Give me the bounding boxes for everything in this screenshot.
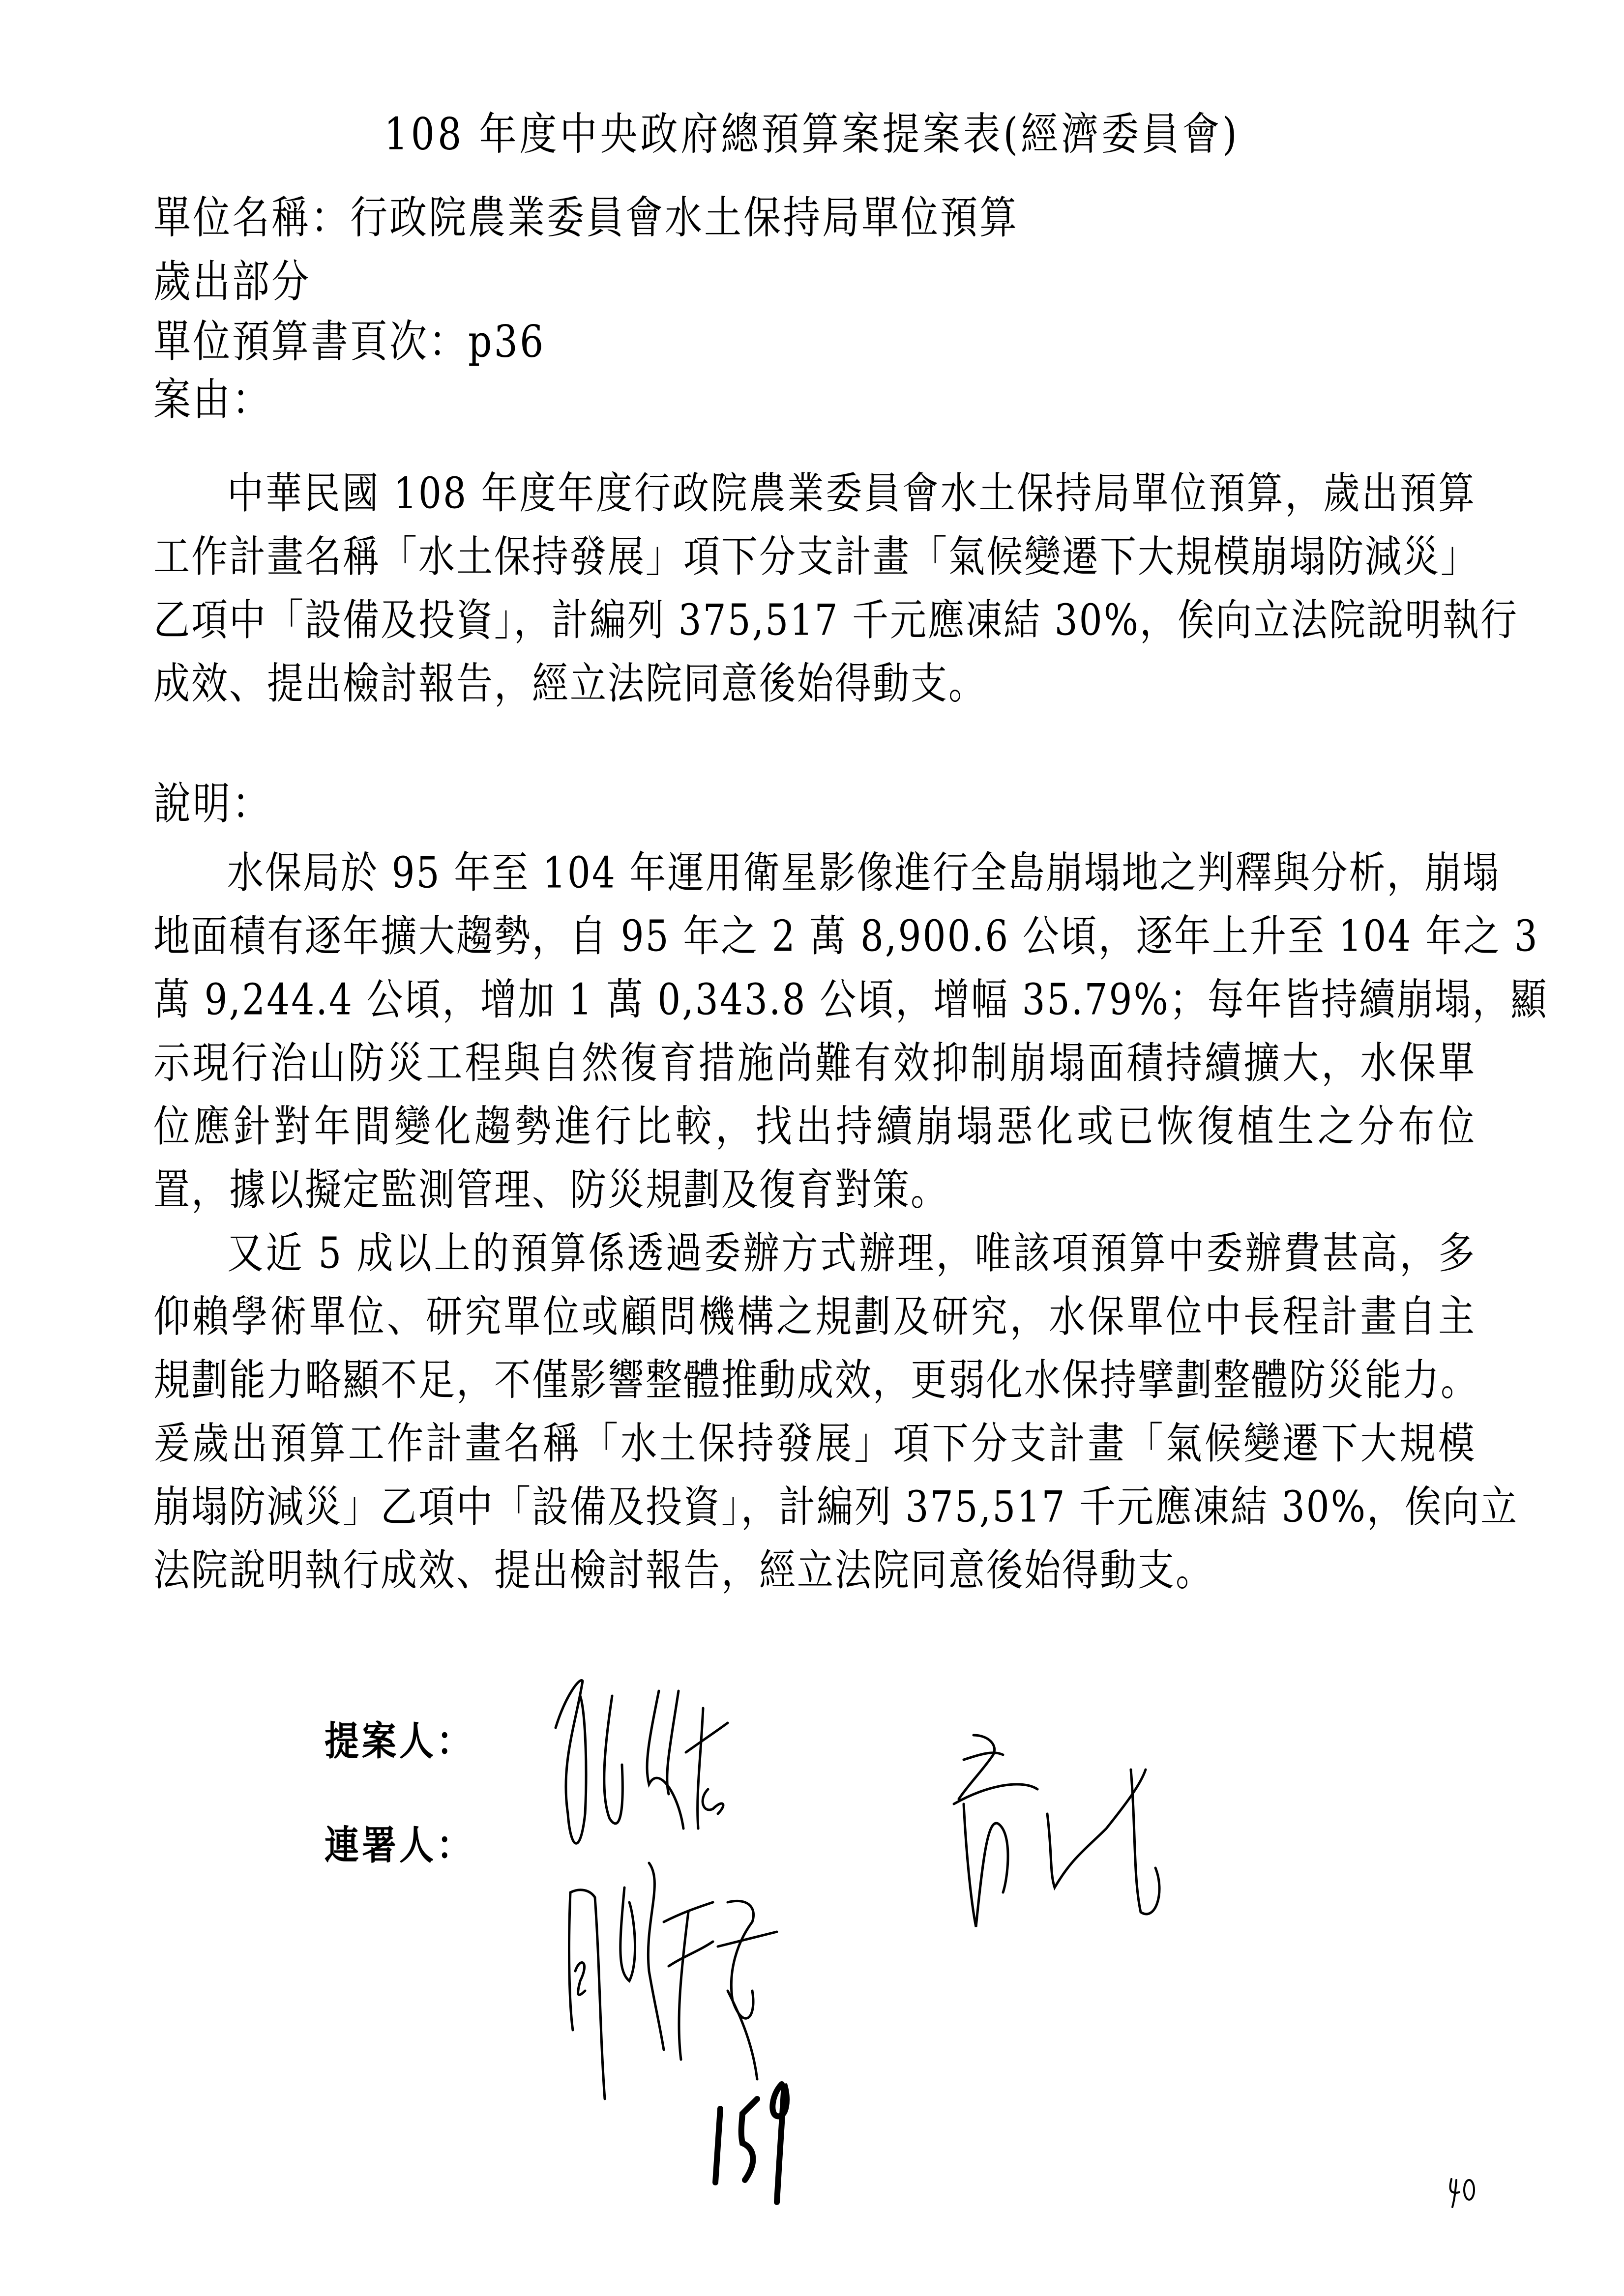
- budget-page-value: p36: [468, 315, 546, 367]
- proposer-label: 提案人：: [325, 1718, 474, 1765]
- cosigner-label: 連署人：: [325, 1822, 474, 1869]
- reason-line: 成效、提出檢討報告，經立法院同意後始得動支。: [153, 659, 986, 709]
- document-title: 108 年度中央政府總預算案提案表(經濟委員會): [384, 108, 1240, 160]
- explanation-line: 水保局於 95 年至 104 年運用衛星影像進行全島崩塌地之判釋與分析，崩塌: [227, 848, 1501, 898]
- explanation-line: 規劃能力略顯不足，不僅影響整體推動成效，更弱化水保持擘劃整體防災能力。: [153, 1355, 1478, 1405]
- explanation-line: 崩塌防減災」乙項中「設備及投資」，計編列 375,517 千元應凍結 30%，俟向立: [153, 1482, 1519, 1532]
- reason-line: 中華民國 108 年度年度行政院農業委員會水土保持局單位預算，歲出預算: [227, 468, 1476, 519]
- explanation-line: 法院說明執行成效、提出檢討報告，經立法院同意後始得動支。: [153, 1545, 1213, 1596]
- explanation-line: 仰賴學術單位、研究單位或顧問機構之規劃及研究，水保單位中長程計畫自主: [153, 1292, 1476, 1342]
- unit-name-label: 單位名稱：: [153, 191, 350, 243]
- explanation-line: 又近 5 成以上的預算係透過委辦方式辦理，唯該項預算中委辦費甚高，多: [227, 1228, 1476, 1279]
- explanation-line: 地面積有逐年擴大趨勢，自 95 年之 2 萬 8,900.6 公頃，逐年上升至 104 年之 3: [153, 911, 1539, 961]
- explanation-paragraph-1: [153, 842, 1548, 1222]
- digit-5-stroke: [741, 2099, 757, 2180]
- budget-page-line: [153, 315, 546, 367]
- cosigner-signature-right: [949, 1706, 1254, 1961]
- explanation-line: 爰歲出預算工作計畫名稱「水土保持發展」項下分支計畫「氣候變遷下大規模: [153, 1419, 1476, 1469]
- reason-paragraph: [153, 462, 1519, 716]
- reason-line: 乙項中「設備及投資」，計編列 375,517 千元應凍結 30%，俟向立法院說明執行: [153, 595, 1519, 645]
- corner-page-number: [1446, 2175, 1480, 2209]
- budget-page-label: 單位預算書頁次：: [153, 315, 468, 367]
- handwritten-page-number: [708, 2079, 826, 2207]
- section-label: 歲出部分: [153, 255, 311, 307]
- reason-line: 工作計畫名稱「水土保持發展」項下分支計畫「氣候變遷下大規模崩塌防減災」: [153, 532, 1478, 582]
- explanation-paragraph-2: [153, 1222, 1519, 1602]
- explanation-heading: 說明：: [153, 777, 271, 829]
- digit-1-stroke: [715, 2109, 720, 2182]
- proposer-signature: [502, 1666, 806, 1873]
- unit-name-line: [153, 191, 1019, 243]
- unit-name-value: 行政院農業委員會水土保持局單位預算: [350, 191, 1019, 243]
- reason-heading: 案由：: [153, 373, 271, 425]
- explanation-line: 置，據以擬定監測管理、防災規劃及復育對策。: [153, 1165, 948, 1215]
- explanation-line: 位應針對年間變化趨勢進行比較，找出持續崩塌惡化或已恢復植生之分布位: [153, 1102, 1476, 1152]
- explanation-line: 示現行治山防災工程與自然復育措施尚難有效抑制崩塌面積持續擴大，水保單: [153, 1038, 1476, 1088]
- digit-9-stroke: [772, 2084, 787, 2202]
- explanation-line: 萬 9,244.4 公頃，增加 1 萬 0,343.8 公頃，增幅 35.79%；每年皆持續崩塌，顯: [153, 975, 1548, 1025]
